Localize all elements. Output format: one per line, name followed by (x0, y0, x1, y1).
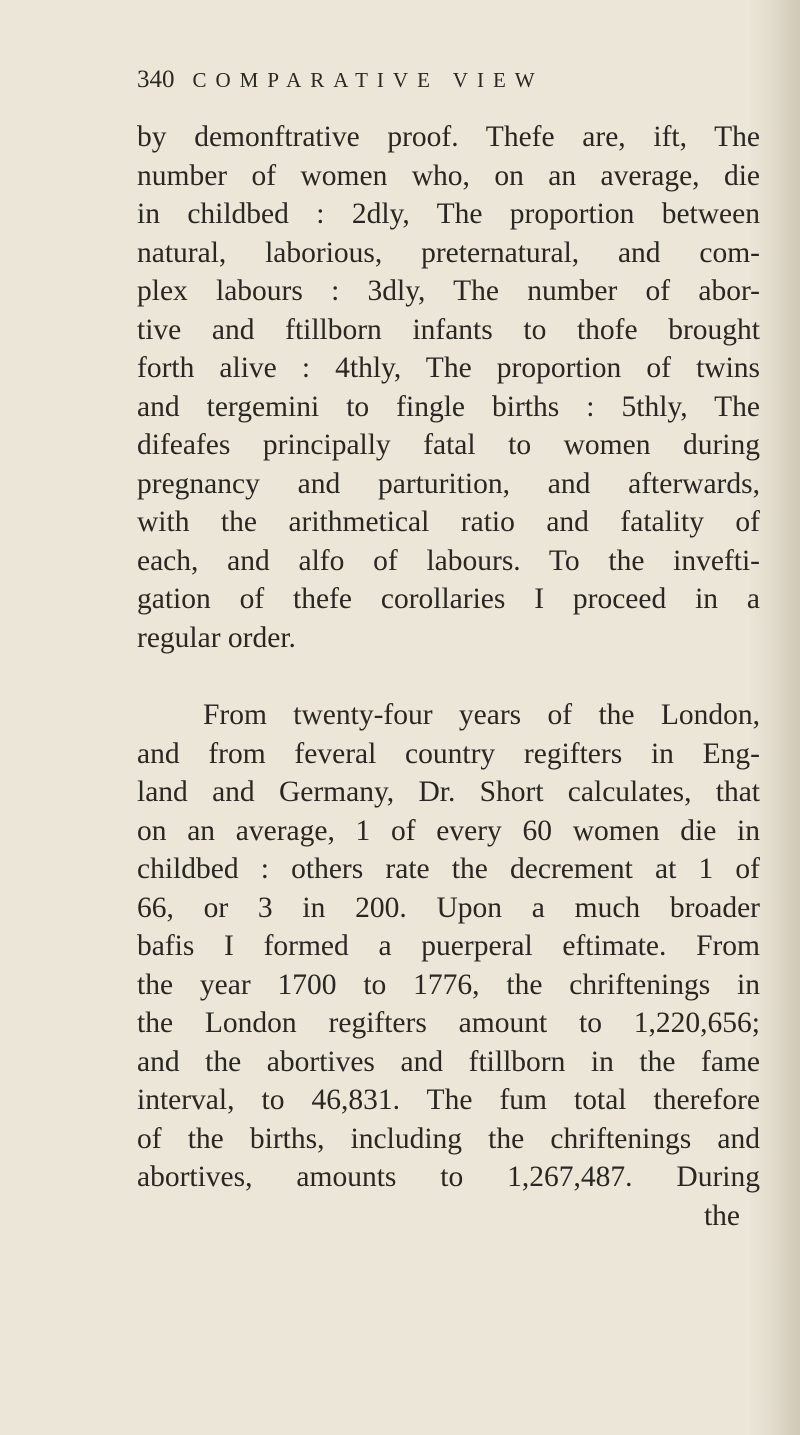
text-line: pregnancy and parturition, and afterwards, (137, 467, 760, 500)
text-line: 66, or 3 in 200. Upon a much broader (137, 891, 760, 924)
body-text (137, 118, 760, 1235)
text-line: and the abortives and ftillborn in the fame (137, 1045, 760, 1078)
text-line: land and Germany, Dr. Short calculates, that (137, 776, 760, 808)
page-header (137, 66, 657, 102)
text-line: interval, to 46,831. The fum total therefore (137, 1084, 760, 1116)
text-line: each, and alfo of labours. To the invefti- (137, 544, 760, 577)
page-number: 340 (137, 66, 175, 93)
text-line: natural, laborious, preternatural, and com- (137, 236, 760, 269)
text-line: abortives, amounts to 1,267,487. During (137, 1161, 760, 1193)
text-line: childbed : others rate the decrement at 1 of (137, 853, 760, 885)
text-line: and tergemini to fingle births : 5thly, The (137, 390, 760, 423)
text-line: in childbed : 2dly, The proportion between (137, 198, 760, 230)
text-line: of the births, including the chriftenings and (137, 1122, 760, 1155)
text-line: From twenty-four years of the London, (203, 699, 760, 731)
running-head: COMPARATIVE VIEW (192, 68, 544, 92)
text-line: the year 1700 to 1776, the chriftenings in (137, 968, 760, 1001)
text-line: number of women who, on an average, die (137, 159, 760, 192)
text-line: bafis I formed a puerperal eftimate. From (137, 930, 760, 962)
text-line: gation of thefe corollaries I proceed in a (137, 583, 760, 615)
text-line: regular order. (137, 621, 296, 654)
text-line: and from feveral country regifters in Eng- (137, 737, 760, 770)
catchword: the (703, 1199, 740, 1232)
text-line: on an average, 1 of every 60 women die in (137, 814, 760, 847)
text-line: difeafes principally fatal to women during (137, 429, 760, 461)
text-line: with the arithmetical ratio and fatality of (137, 506, 760, 538)
text-line: the London regifters amount to 1,220,656; (137, 1007, 760, 1039)
text-line: by demonftrative proof. Thefe are, ift, The (137, 121, 760, 153)
text-line: plex labours : 3dly, The number of abor- (137, 275, 760, 307)
text-line: forth alive : 4thly, The proportion of twins (137, 352, 760, 384)
text-line: tive and ftillborn infants to thofe brought (137, 313, 760, 346)
paragraph-gap (137, 657, 760, 696)
